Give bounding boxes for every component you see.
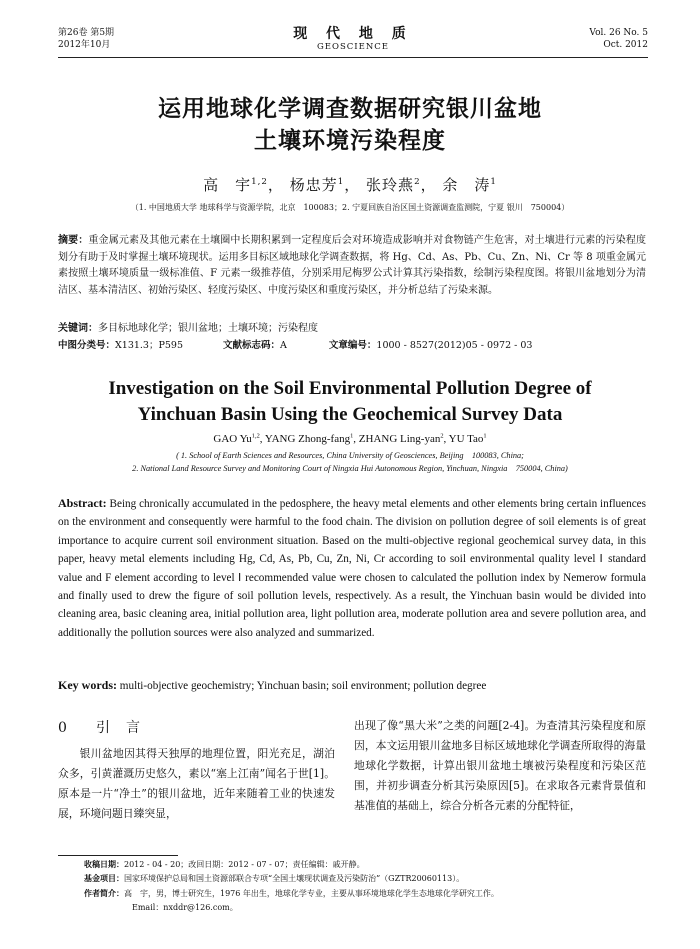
- abstract-label: 摘要：: [58, 235, 89, 246]
- author-email: Email：nxddr@126.com。: [132, 902, 238, 912]
- body-paragraph: 出现了像“黑大米”之类的问题[2-4]。为查清其污染程度和原因，本文运用银川盆地多目标区域地球化学调查所取得的海量地球化学数据，计算出银川盆地土壤被污染程度和污染区范围，并初步调查分析其污染原因[5]。在求取各元素背景值和基准值的基础上，综合分析各元素的分配特征，: [354, 719, 646, 812]
- chinese-title: 运用地球化学调查数据研究银川盆地 土壤环境污染程度: [158, 96, 542, 154]
- body-left-column: [58, 716, 335, 824]
- chinese-authors: 高 宇$^{1,2}$， 杨忠芳$^1$， 张玲燕$^2$， 余 涛$^1$: [203, 176, 497, 194]
- volume-issue: 第26卷 第5期 2012年10月: [58, 28, 115, 50]
- english-affiliations: ( 1. School of Earth Sciences and Resources, China University of Geosciences, Beijing 100083, China; 2. National Land Resource Survey and Monitoring Court of Ningxia Hui Autonomous Region, Yinchuan, Ningxia 750004, China): [132, 451, 568, 473]
- footnote-rule: [58, 855, 178, 856]
- english-title: Investigation on the Soil Environmental Pollution Degree of Yinchuan Basin Using the Geochemical Survey Data: [108, 378, 592, 425]
- author-name: 高 宇: [203, 176, 252, 194]
- author-name: 张玲燕: [366, 176, 415, 194]
- running-header: [58, 27, 648, 55]
- body-right-column: [354, 716, 646, 816]
- english-abstract: [58, 494, 646, 642]
- header-rule: [58, 57, 648, 58]
- journal-name: 现 代 地 质 GEOSCIENCE: [293, 26, 413, 52]
- body-paragraph: 银川盆地因其得天独厚的地理位置，阳光充足，湖泊众多，引黄灌溉历史悠久，素以“塞上江南”闻名于世[1]。原本是一片“净土”的银川盆地，近年来随着工业的快速发展，环境问题日臻突显，: [58, 747, 335, 820]
- chinese-abstract: [58, 233, 646, 299]
- chinese-keywords: 关键词：多目标地球化学；银川盆地；土壤环境；污染程度: [58, 323, 318, 334]
- volume-issue-en: Vol. 26 No. 5 Oct. 2012: [589, 28, 648, 50]
- abstract-text: 重金属元素及其他元素在土壤圈中长期积累到一定程度后会对环境造成影响并对食物链产生危害，对土壤进行元素的污染程度划分有助于及时掌握土壤环境现状。运用多目标区域地球化学调查数据，将 Hg、Cd、As、Pb、Cu、Zn、Ni、Cr 等 8 项重金属元素按照土壤环境质量一级标准值、F 元素一级推荐值，分别采用尼梅罗公式计算其污染指数，绘制污染程度图。将银川盆地划分为清洁区、基本清洁区、初始污染区、轻度污染区、中度污染区和重度污染区，并分析总结了污染来源。: [58, 235, 646, 296]
- english-keywords: Key words: multi-objective geochemistry; Yinchuan basin; soil environment; pollution degree: [58, 678, 487, 692]
- footnote: 收稿日期：2012 - 04 - 20；改回日期：2012 - 07 - 07；责任编辑：戚开静。 基金项目：国家环境保护总局和国土资源部联合专项“全国土壤现状调查及污染防治”（GZTR20060113）。 作者简介：高 宇，男，博士研究生，1976 年出生，地球化学专业，主要从事环境地球化学生态地球化学研究工作。 Email：nxddr@126.com。: [84, 858, 646, 915]
- classification-line: 中图分类号：X131.3；P595 文献标志码：A 文章编号：1000 - 8527(2012)05 - 0972 - 03: [58, 340, 533, 351]
- abstract-text: Being chronically accumulated in the pedosphere, the heavy metal elements and other elements bring certain influences on the environment and consequently were harmful to the food chain. The division on pollution degree of soil elements is of great importance to acquire current soil environment situation. Based on the multi-objective regional geochemical survey data, in this paper, heavy metal elements including Hg, Cd, As, Pb, Cu, Zn, Ni, Cr according to soil environmental quality level Ⅰ standard value and F element according to level Ⅰ recommended value were chosen to calculated the pollution index by Nemerow formula and finally used to drew the figure of soil pollution levels, respectively. As a result, the Yinchuan basin would be divided into cleaning area, basic cleaning area, initial pollution area, light pollution area, moderate pollution area and severe pollution area, and additionally the pollution sources were also analyzed and summarized.: [58, 498, 646, 639]
- author-name: 余 涛: [442, 176, 491, 194]
- chinese-affiliations: （1. 中国地质大学 地球科学与资源学院，北京 100083；2. 宁夏回族自治区国土资源调查监测院，宁夏 银川 750004）: [130, 203, 570, 212]
- abstract-label: Abstract:: [58, 496, 107, 510]
- author-name: 杨忠芳: [289, 176, 338, 194]
- english-authors: GAO Yu$^{1,2}$, YANG Zhong-fang$^1$, ZHANG Ling-yan$^2$, YU Tao$^1$: [213, 432, 487, 445]
- section-heading: 0 引 言: [58, 720, 141, 736]
